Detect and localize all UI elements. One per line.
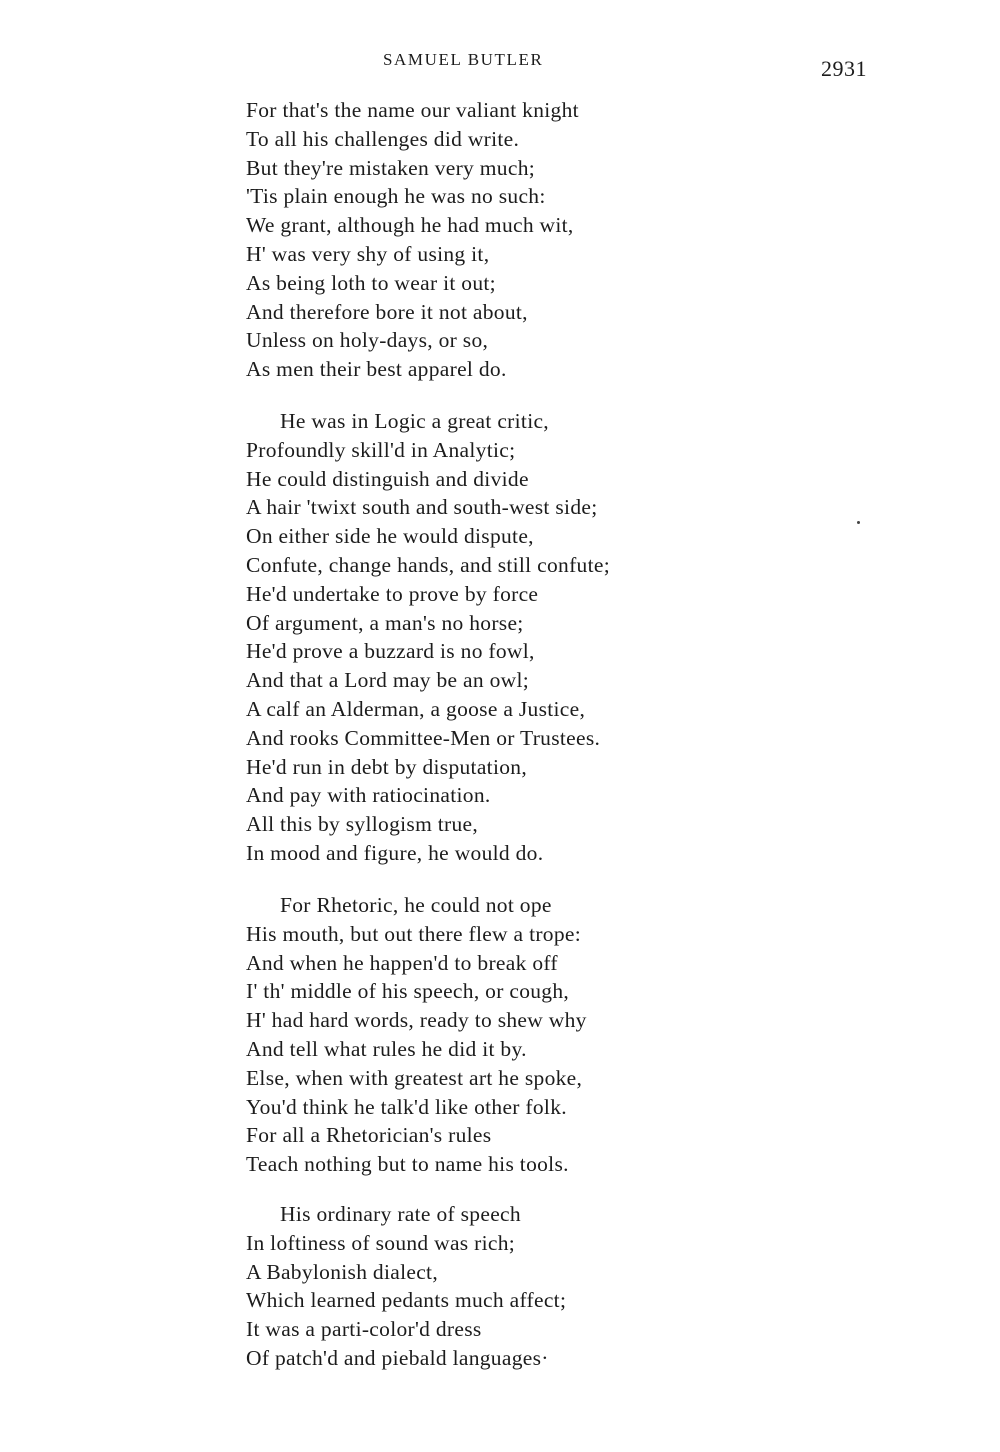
running-head: SAMUEL BUTLER bbox=[383, 50, 544, 69]
verse-line: I' th' middle of his speech, or cough, bbox=[246, 979, 570, 1004]
verse-line: On either side he would dispute, bbox=[246, 524, 534, 549]
verse-line: It was a parti-color'd dress bbox=[246, 1317, 482, 1342]
verse-line: For that's the name our valiant knight bbox=[246, 98, 579, 122]
verse-line: 'Tis plain enough he was no such: bbox=[246, 184, 546, 209]
verse-line: And therefore bore it not about, bbox=[246, 299, 528, 324]
verse-line: A calf an Alderman, a goose a Justice, bbox=[246, 696, 586, 721]
verse-line: For all a Rhetorician's rules bbox=[246, 1123, 492, 1148]
verse-line: He'd run in debt by disputation, bbox=[246, 754, 527, 779]
stanza-4 bbox=[246, 1200, 566, 1373]
verse-line: In mood and figure, he would do. bbox=[246, 840, 544, 865]
verse-line: In loftiness of sound was rich; bbox=[246, 1230, 516, 1255]
verse-line: And rooks Committee-Men or Trustees. bbox=[246, 725, 601, 750]
stanza-1 bbox=[246, 96, 579, 384]
verse-line: Which learned pedants much affect; bbox=[246, 1288, 567, 1313]
verse-line: Profoundly skill'd in Analytic; bbox=[246, 437, 516, 462]
verse-line: Confute, change hands, and still confute; bbox=[246, 552, 610, 577]
verse-line: You'd think he talk'd like other folk. bbox=[246, 1094, 567, 1119]
verse-line: H' was very shy of using it, bbox=[246, 241, 490, 266]
verse-line: Teach nothing but to name his tools. bbox=[246, 1152, 569, 1177]
verse-line: Else, when with greatest art he spoke, bbox=[246, 1065, 583, 1090]
verse-line: He could distinguish and divide bbox=[246, 466, 529, 491]
stanza-3 bbox=[246, 891, 587, 1179]
verse-line: He'd undertake to prove by force bbox=[246, 581, 539, 606]
verse-line: Of argument, a man's no horse; bbox=[246, 610, 524, 635]
verse-line: He was in Logic a great critic, bbox=[280, 409, 549, 433]
verse-line: A hair 'twixt south and south-west side; bbox=[246, 495, 598, 520]
verse-line: H' had hard words, ready to shew why bbox=[246, 1008, 587, 1033]
verse-line: A Babylonish dialect, bbox=[246, 1259, 439, 1284]
verse-line: For Rhetoric, he could not ope bbox=[280, 893, 552, 917]
verse-line: And tell what rules he did it by. bbox=[246, 1036, 527, 1061]
verse-line: Of patch'd and piebald languages· bbox=[246, 1345, 549, 1370]
verse-line: As men their best apparel do. bbox=[246, 357, 507, 382]
verse-line: We grant, although he had much wit, bbox=[246, 213, 574, 238]
verse-line: And that a Lord may be an owl; bbox=[246, 668, 530, 693]
stanza-2 bbox=[246, 407, 610, 868]
page-number: 2931 bbox=[821, 56, 867, 81]
verse-line: But they're mistaken very much; bbox=[246, 155, 536, 180]
verse-line: And pay with ratiocination. bbox=[246, 783, 491, 808]
verse-line: His ordinary rate of speech bbox=[280, 1202, 521, 1226]
verse-line: His mouth, but out there flew a trope: bbox=[246, 921, 582, 946]
verse-line: He'd prove a buzzard is no fowl, bbox=[246, 639, 535, 664]
verse-line: And when he happen'd to break off bbox=[246, 950, 558, 975]
verse-line: Unless on holy-days, or so, bbox=[246, 328, 489, 353]
verse-line: To all his challenges did write. bbox=[246, 126, 520, 151]
verse-line: All this by syllogism true, bbox=[246, 812, 479, 837]
verse-line: As being loth to wear it out; bbox=[246, 270, 496, 295]
ink-speck bbox=[857, 521, 860, 524]
